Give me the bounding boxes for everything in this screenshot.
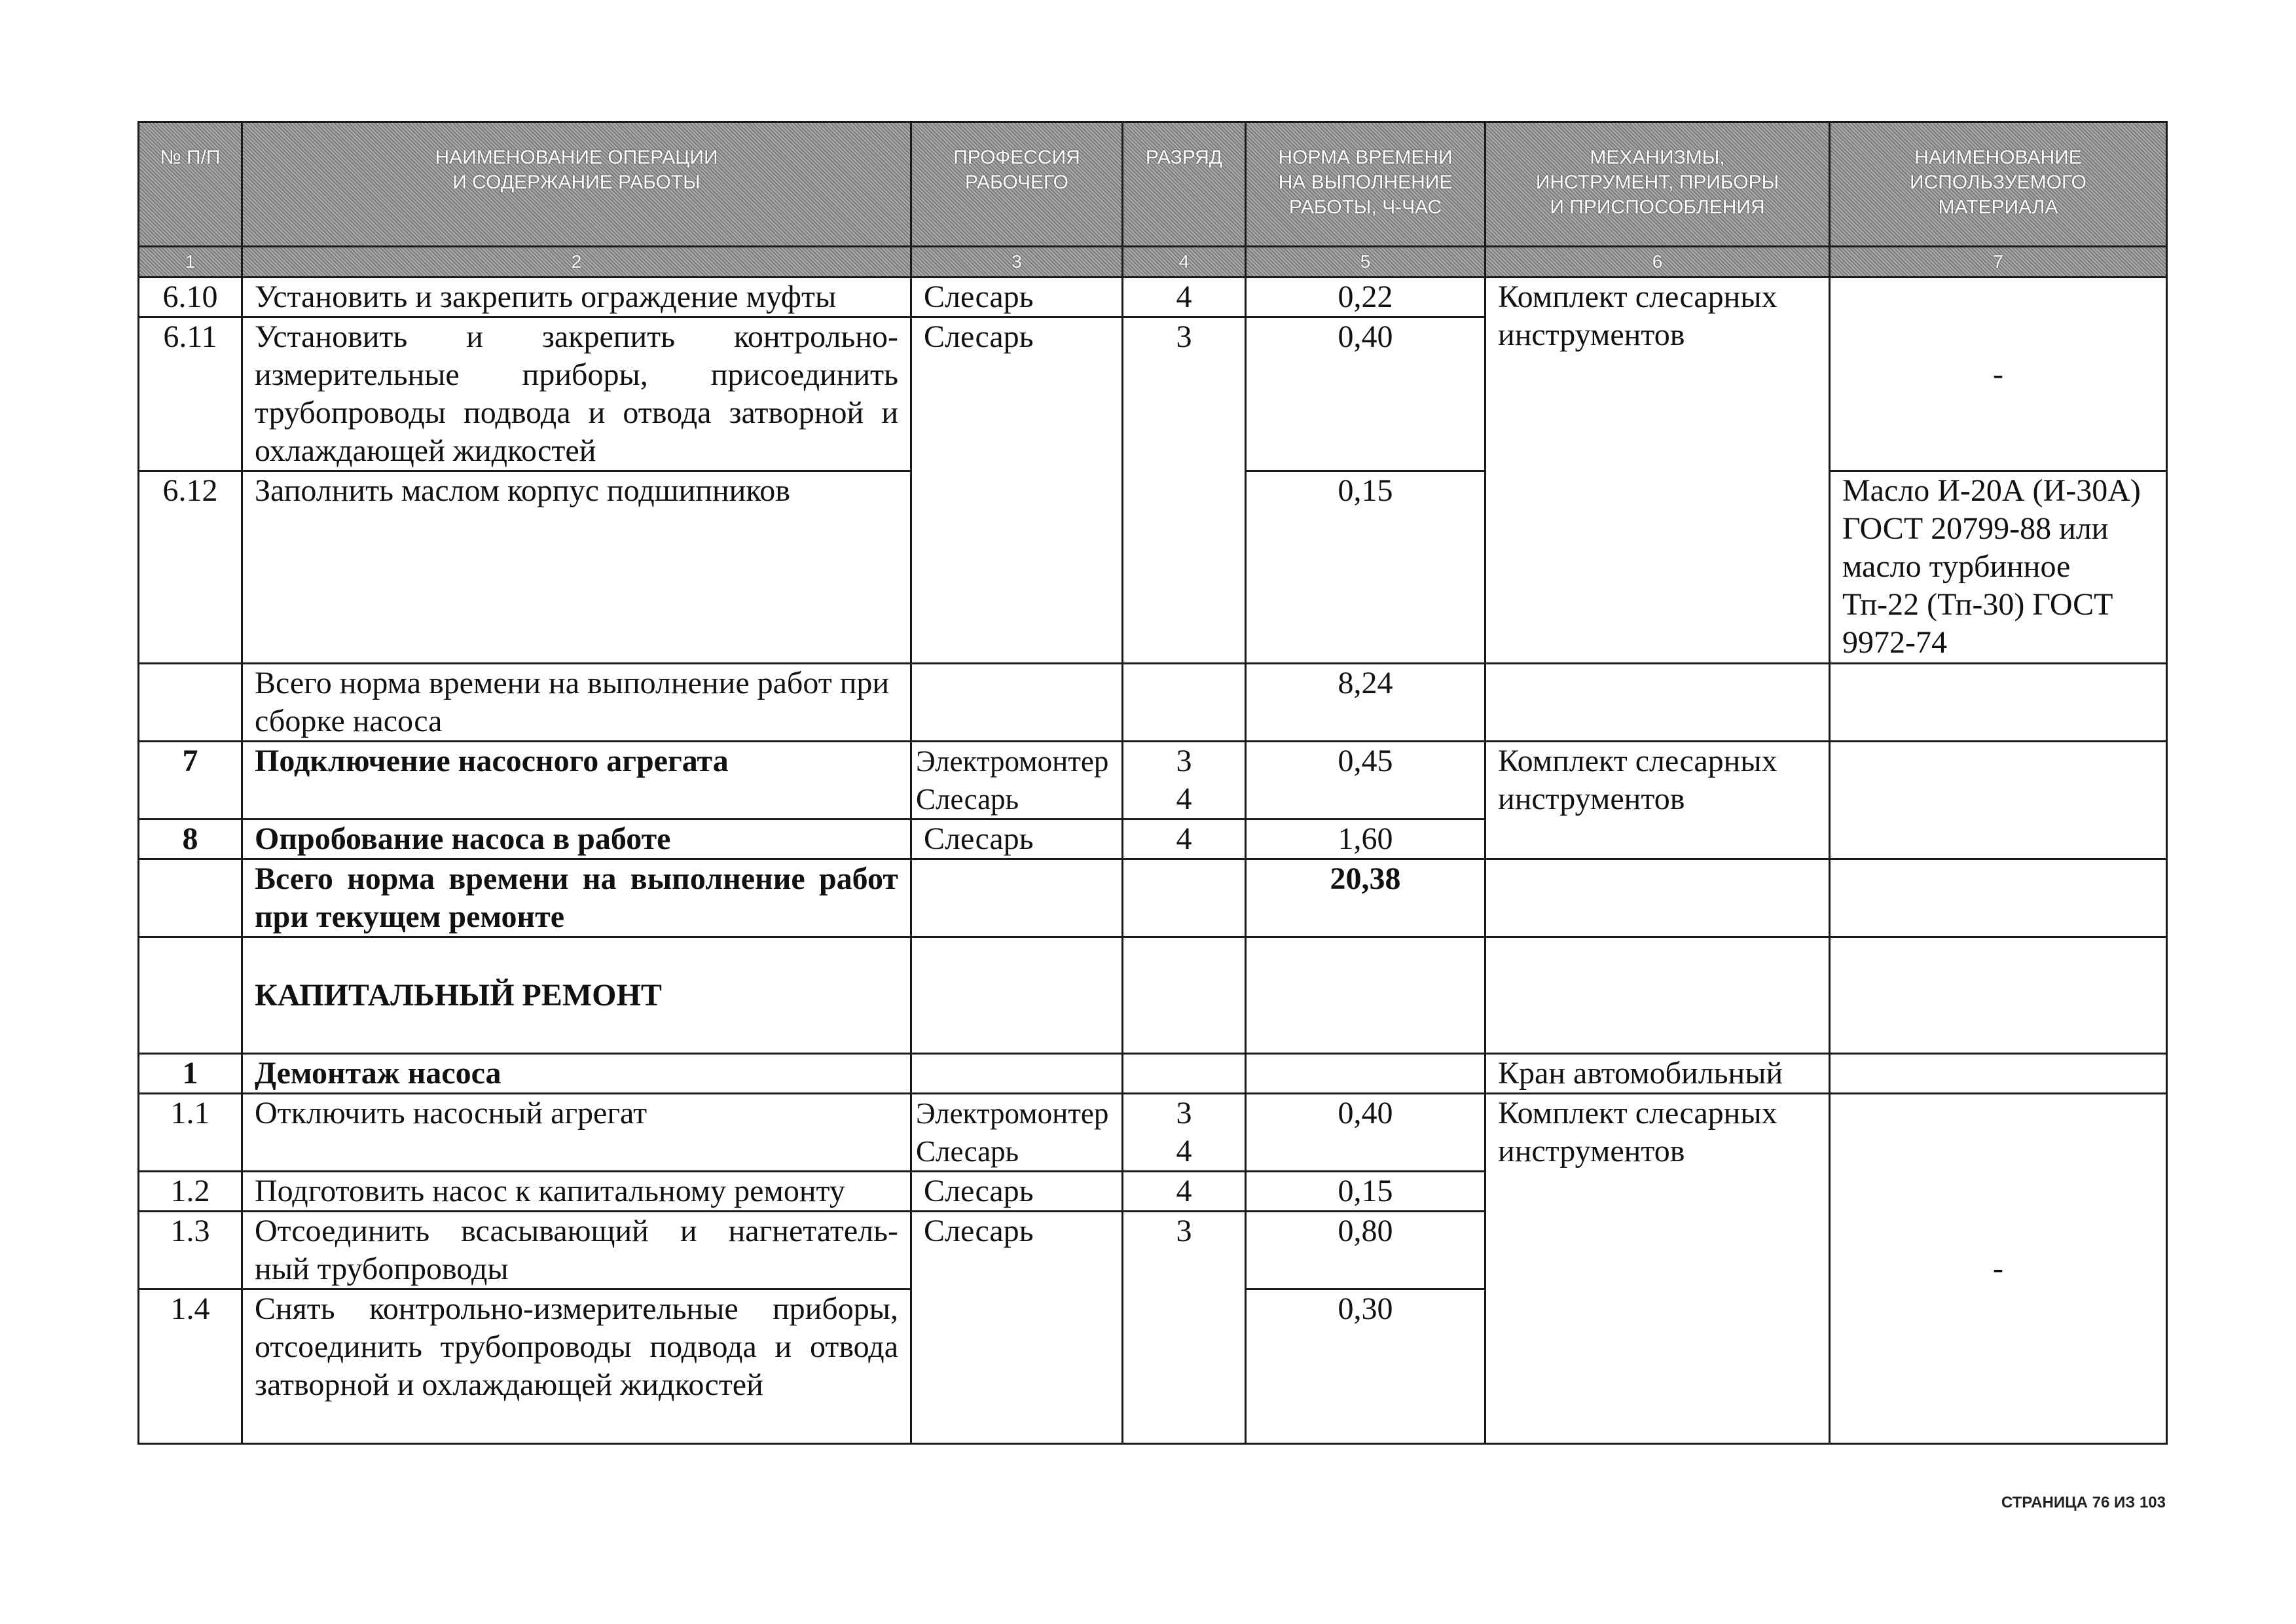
operation-text: Подготовить насос к капитальному ремонту <box>242 1172 911 1212</box>
tools-cell <box>1485 859 1830 937</box>
table-row <box>139 937 2167 1054</box>
row-number <box>139 664 242 742</box>
table-row <box>139 742 2167 820</box>
profession <box>911 859 1123 937</box>
header-number: № П/П <box>139 122 242 247</box>
time-norm <box>1246 937 1485 1054</box>
tools-cell: Кран автомобильный <box>1485 1054 1830 1094</box>
section-title: КАПИТАЛЬНЫЙ РЕМОНТ <box>242 937 911 1054</box>
operation-text: Отключить насосный агрегат <box>242 1094 911 1172</box>
column-number-2: 2 <box>242 247 911 278</box>
header-profession: ПРОФЕССИЯ РАБОЧЕГО <box>911 122 1123 247</box>
time-norm: 0,30 <box>1246 1290 1485 1444</box>
table-row <box>139 278 2167 317</box>
row-number: 1.1 <box>139 1094 242 1172</box>
profession: Слесарь <box>911 1172 1123 1212</box>
operation-text: Опробование насоса в работе <box>242 820 911 859</box>
work-norms-table <box>137 121 2168 1445</box>
operation-text: Снять контрольно-измерительные приборы, отсоединить трубопроводы подвода и отвода затворной и охлаждающей жидкостей <box>242 1290 911 1444</box>
time-norm: 0,45 <box>1246 742 1485 820</box>
operation-text: Заполнить маслом корпус подшипников <box>242 471 911 664</box>
material-cell <box>1830 664 2167 742</box>
time-norm <box>1246 1054 1485 1094</box>
operation-text: Отсоединить всасывающий и нагнетатель- ный трубопроводы <box>242 1212 911 1290</box>
time-norm: 0,80 <box>1246 1212 1485 1290</box>
profession: Слесарь <box>911 278 1123 317</box>
material-cell: - <box>1830 1094 2167 1444</box>
row-number <box>139 859 242 937</box>
table-row <box>139 664 2167 742</box>
row-number: 1.4 <box>139 1290 242 1444</box>
grade: 4 <box>1123 820 1246 859</box>
operation-text: Установить и закрепить ограждение муфты <box>242 278 911 317</box>
tools-cell: Комплект слесарных инструментов <box>1485 1094 1830 1444</box>
profession <box>911 1054 1123 1094</box>
table-header <box>139 122 2167 278</box>
time-norm: 0,15 <box>1246 471 1485 664</box>
profession <box>911 937 1123 1054</box>
row-number: 8 <box>139 820 242 859</box>
page-number: СТРАНИЦА 76 ИЗ 103 <box>2001 1494 2166 1511</box>
grade: 3 <box>1123 1212 1246 1444</box>
profession: Слесарь <box>911 820 1123 859</box>
tools-cell <box>1485 937 1830 1054</box>
tools-cell <box>1485 664 1830 742</box>
time-norm: 1,60 <box>1246 820 1485 859</box>
header-grade: РАЗРЯД <box>1123 122 1246 247</box>
total-norm: 20,38 <box>1246 859 1485 937</box>
grade <box>1123 937 1246 1054</box>
grade <box>1123 859 1246 937</box>
operation-text: Демонтаж насоса <box>242 1054 911 1094</box>
grade: 3 <box>1123 317 1246 664</box>
grade: 3 4 <box>1123 1094 1246 1172</box>
profession: Слесарь <box>911 1212 1123 1444</box>
table-row <box>139 859 2167 937</box>
header-material: НАИМЕНОВАНИЕ ИСПОЛЬЗУЕМОГО МАТЕРИАЛА <box>1830 122 2167 247</box>
grade: 3 4 <box>1123 742 1246 820</box>
subtotal-label: Всего норма времени на выполнение работ при сборке насоса <box>242 664 911 742</box>
column-number-7: 7 <box>1830 247 2167 278</box>
grade: 4 <box>1123 1172 1246 1212</box>
row-number: 6.11 <box>139 317 242 471</box>
tools-cell: Комплект слесарных инструментов <box>1485 278 1830 664</box>
material-cell: - <box>1830 278 2167 471</box>
header-tools: МЕХАНИЗМЫ, ИНСТРУМЕНТ, ПРИБОРЫ И ПРИСПОСОБЛЕНИЯ <box>1485 122 1830 247</box>
time-norm: 0,40 <box>1246 317 1485 471</box>
material-cell <box>1830 742 2167 859</box>
total-label: Всего норма времени на выполнение работ при текущем ремонте <box>242 859 911 937</box>
subtotal-norm: 8,24 <box>1246 664 1485 742</box>
time-norm: 0,40 <box>1246 1094 1485 1172</box>
operation-text: Подключение насосного агрегата <box>242 742 911 820</box>
time-norm: 0,15 <box>1246 1172 1485 1212</box>
grade <box>1123 664 1246 742</box>
profession: Электромонтер Слесарь <box>911 1094 1123 1172</box>
material-cell <box>1830 937 2167 1054</box>
tools-cell: Комплект слесарных инструментов <box>1485 742 1830 859</box>
table-row <box>139 1054 2167 1094</box>
material-cell: Масло И-20А (И-30А) ГОСТ 20799-88 или масло турбинное Тп-22 (Тп-30) ГОСТ 9972-74 <box>1830 471 2167 664</box>
column-number-1: 1 <box>139 247 242 278</box>
row-number: 6.12 <box>139 471 242 664</box>
grade <box>1123 1054 1246 1094</box>
column-number-6: 6 <box>1485 247 1830 278</box>
table-row <box>139 1094 2167 1172</box>
row-number <box>139 937 242 1054</box>
row-number: 1.3 <box>139 1212 242 1290</box>
row-number: 1.2 <box>139 1172 242 1212</box>
row-number: 1 <box>139 1054 242 1094</box>
profession <box>911 664 1123 742</box>
profession: Слесарь <box>911 317 1123 664</box>
row-number: 6.10 <box>139 278 242 317</box>
profession: Электромонтер Слесарь <box>911 742 1123 820</box>
time-norm: 0,22 <box>1246 278 1485 317</box>
operation-text: Установить и закрепить контрольно-измерительные приборы, присоединить трубопроводы подвода и отвода затворной и охлаждающей жидкостей <box>242 317 911 471</box>
header-operation: НАИМЕНОВАНИЕ ОПЕРАЦИИ И СОДЕРЖАНИЕ РАБОТЫ <box>242 122 911 247</box>
column-number-4: 4 <box>1123 247 1246 278</box>
grade: 4 <box>1123 278 1246 317</box>
header-time-norm: НОРМА ВРЕМЕНИ НА ВЫПОЛНЕНИЕ РАБОТЫ, Ч-ЧАС <box>1246 122 1485 247</box>
column-number-5: 5 <box>1246 247 1485 278</box>
column-number-3: 3 <box>911 247 1123 278</box>
row-number: 7 <box>139 742 242 820</box>
material-cell <box>1830 1054 2167 1094</box>
material-cell <box>1830 859 2167 937</box>
